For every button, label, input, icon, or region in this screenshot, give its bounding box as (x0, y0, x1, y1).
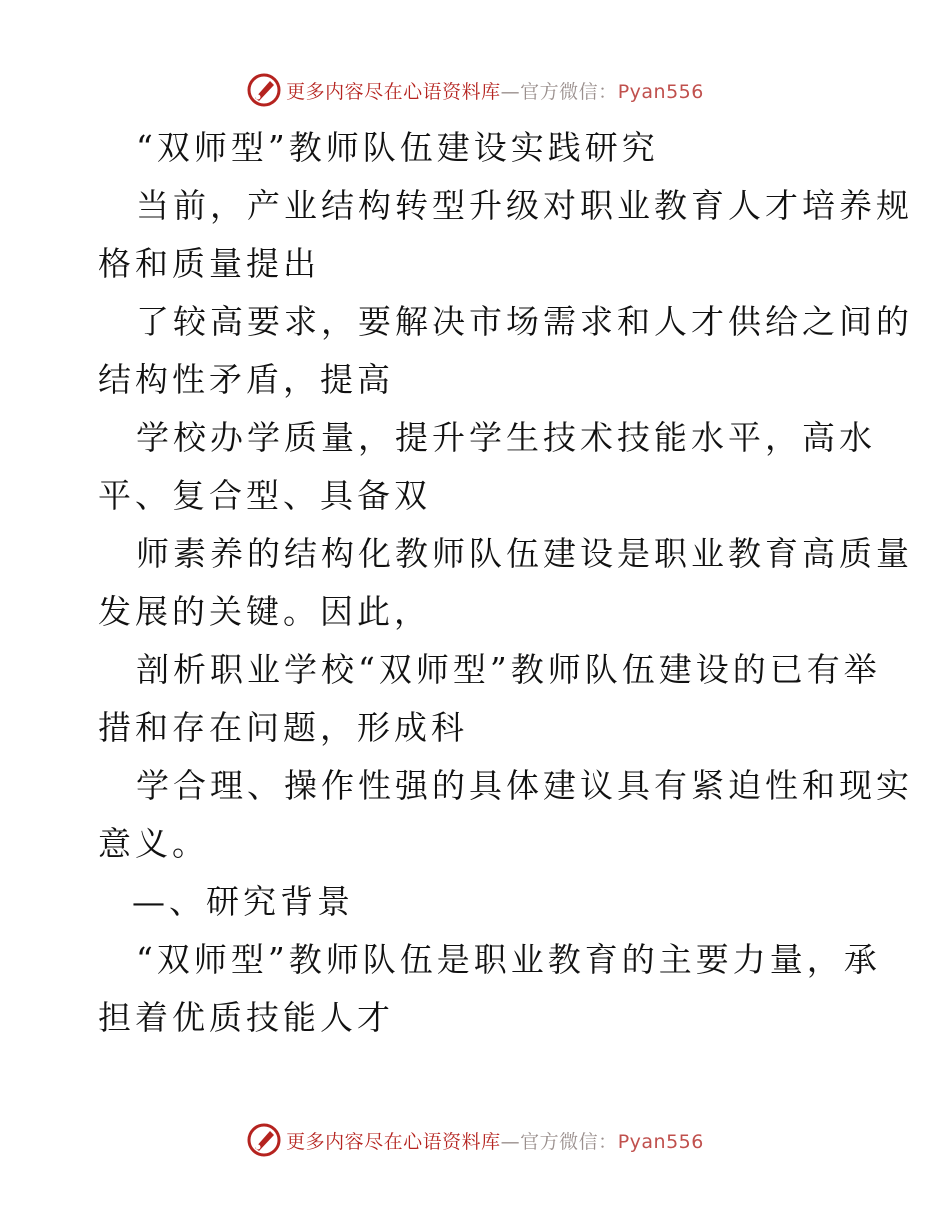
watermark-main: 更多内容尽在心语资料库 (286, 80, 501, 103)
watermark-group (246, 1122, 704, 1158)
watermark-text (286, 77, 704, 104)
paragraph-line: “双师型”教师队伍是职业教育的主要力量，承 (136, 940, 881, 979)
pen-circle-logo-icon (246, 1122, 282, 1158)
document-body (98, 119, 913, 1047)
paragraph-line: 担着优质技能人才 (98, 998, 394, 1037)
watermark-group (246, 72, 704, 108)
paragraph-line: 平、复合型、具备双 (98, 476, 431, 515)
paragraph-line: 结构性矛盾，提高 (98, 360, 394, 399)
paragraph-line: 了较高要求，要解决市场需求和人才供给之间的 (136, 302, 913, 341)
document-title: “双师型”教师队伍建设实践研究 (136, 128, 659, 167)
watermark-sub: 官方微信： (520, 1130, 618, 1153)
pen-circle-logo-icon (246, 72, 282, 108)
watermark-sub: 官方微信： (520, 80, 618, 103)
paragraph-line: 意义。 (98, 824, 209, 863)
section-heading: —、研究背景 (132, 882, 354, 921)
paragraph-line: 学合理、操作性强的具体建议具有紧迫性和现实 (136, 766, 913, 805)
watermark-text (286, 1127, 704, 1154)
paragraph-line: 师素养的结构化教师队伍建设是职业教育高质量 (136, 534, 913, 573)
watermark-wechat: Pyan556 (617, 80, 704, 103)
paragraph-line: 学校办学质量，提升学生技术技能水平，高水 (136, 418, 876, 457)
footer-watermark (0, 1120, 950, 1160)
watermark-dash: — (500, 1130, 521, 1153)
header-watermark (0, 70, 950, 110)
paragraph-line: 剖析职业学校“双师型”教师队伍建设的已有举 (136, 650, 881, 689)
paragraph-line: 发展的关键。因此， (98, 592, 431, 631)
watermark-dash: — (500, 80, 521, 103)
paragraph-line: 措和存在问题，形成科 (98, 708, 468, 747)
watermark-main: 更多内容尽在心语资料库 (286, 1130, 501, 1153)
watermark-wechat: Pyan556 (617, 1130, 704, 1153)
paragraph-line: 格和质量提出 (98, 244, 320, 283)
paragraph-line: 当前，产业结构转型升级对职业教育人才培养规 (136, 186, 913, 225)
